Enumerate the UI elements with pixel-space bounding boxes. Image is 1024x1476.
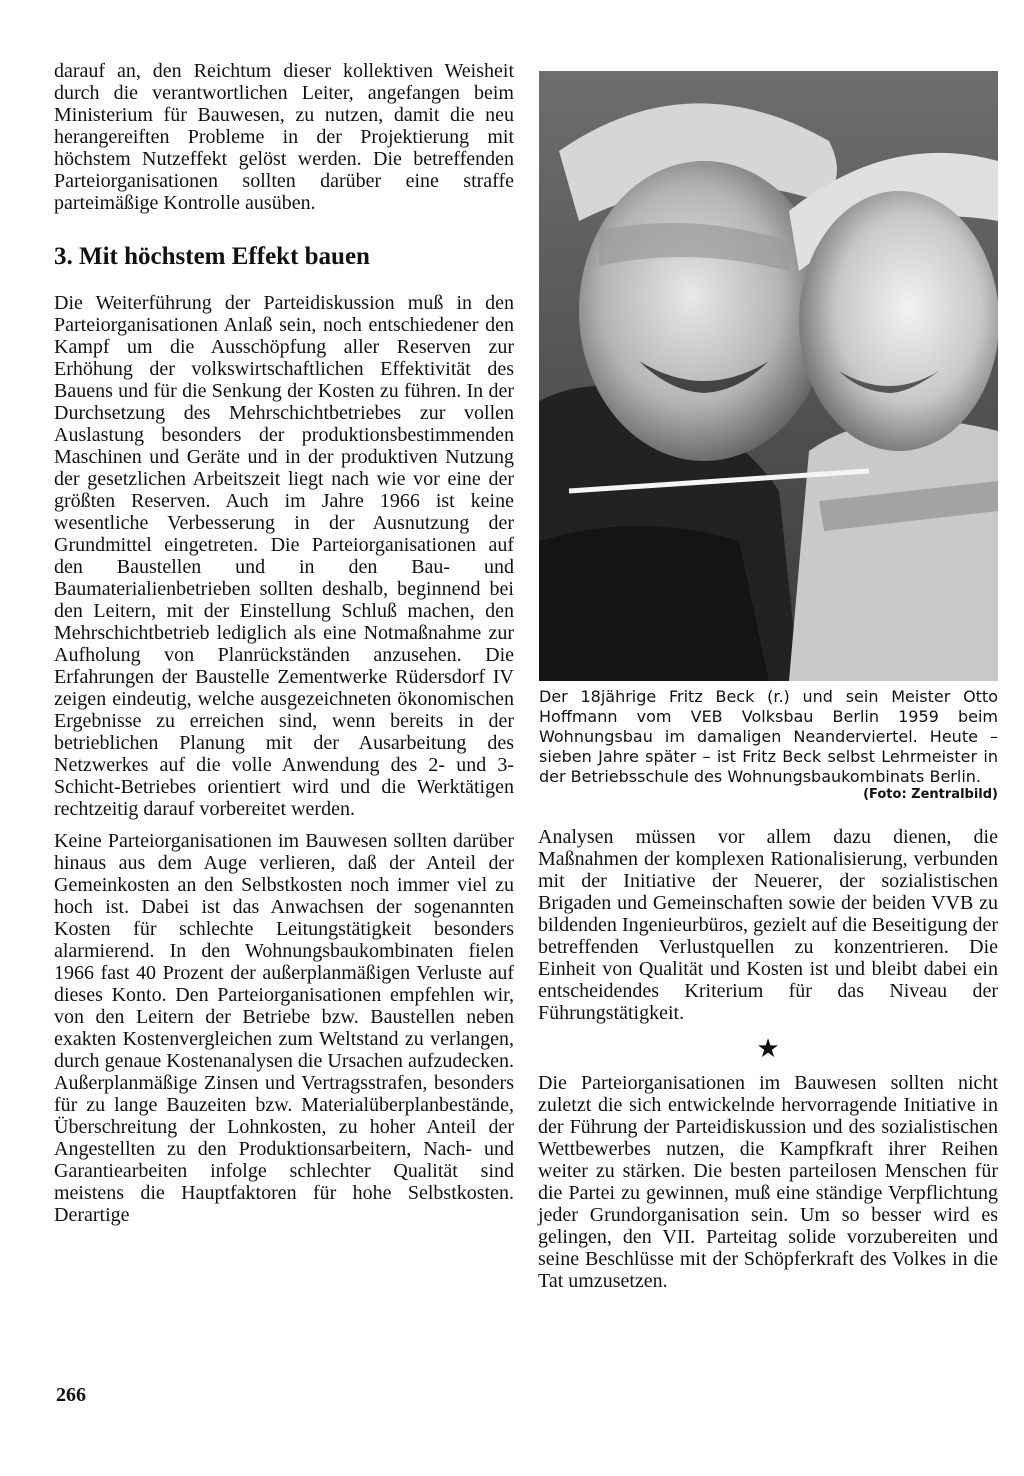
- section-heading: 3. Mit höchstem Effekt bauen: [54, 243, 370, 270]
- photo-caption: [539, 687, 998, 805]
- intro-paragraph: darauf an, den Reichtum dieser kollektiven Weisheit durch die verantwortlichen Leiter, angefangen beim Ministerium für Bauwesen, zu nutzen, damit die neu herangereiften Probleme in der Projektierung mit höchstem Nutzeffekt gelöst werden. Die betreffenden Parteiorganisationen sollten darüber eine straffe parteimäßige Kontrolle ausüben.: [54, 60, 514, 214]
- body-paragraph: Keine Parteiorganisationen im Bauwesen sollten darüber hinaus aus dem Auge verlieren, daß der Anteil der Gemeinkosten an den Selbstkosten noch immer viel zu hoch ist. Dabei ist das Anwachsen der sogenannten Kosten für schlechte Leitungstätigkeit besonders alarmierend. In den Wohnungsbaukombinaten fielen 1966 fast 40 Prozent der außerplanmäßigen Verluste auf dieses Konto. Den Parteiorganisationen empfehlen wir, von den Leitern der Betriebe bzw. Baustellen neben exakten Kostenvergleichen zum Weltstand zu verlangen, durch genaue Kostenanalysen die Ursachen aufzudecken. Außerplanmäßige Zinsen und Vertragsstrafen, besonders für zu lange Bauzeiten bzw. Materialüberplanbestände, Überschreitung der Lohnkosten, zu hoher Anteil der Angestellten zu den Produktionsarbeitern, Nach- und Garantiearbeiten infolge schlechter Qualität sind meistens die Hauptfaktoren für hohe Selbstkosten. Derartige: [54, 830, 514, 1226]
- caption-text: Der 18jährige Fritz Beck (r.) und sein Meister Otto Hoffmann vom VEB Volksbau Berlin 1959 beim Wohnungsbau im damaligen Neanderviertel. Heute – sieben Jahre später – ist Fritz Beck selbst Lehrmeister in der Betriebsschule des Wohnungsbaukombinats Berlin.: [539, 687, 998, 786]
- right-column: [538, 826, 998, 1302]
- photo-illustration: [539, 71, 998, 681]
- body-paragraph: Die Weiterführung der Parteidiskussion muß in den Parteiorganisationen Anlaß sein, noch entschiedener den Kampf um die Ausschöpfung aller Reserven zur Erhöhung der volkswirtschaftlichen Effektivität des Bauens und für die Senkung der Kosten zu führen. In der Durchsetzung des Mehrschichtbetriebes zur vollen Auslastung besonders der produktionsbestimmenden Maschinen und Geräte und in der produktiven Nutzung der gesetzlichen Arbeitszeit liegt nach wie vor eine der größten Reserven. Auch im Jahre 1966 ist keine wesentliche Verbesserung in der Ausnutzung der Grundmittel eingetreten. Die Parteiorganisationen auf den Baustellen und in den Bau- und Baumaterialienbetrieben sollten deshalb, beginnend bei den Leitern, mit der Einstellung Schluß machen, den Mehrschichtbetrieb lediglich als eine Notmaßnahme zur Aufholung von Planrückständen anzusehen. Die Erfahrungen der Baustelle Zementwerke Rüdersdorf IV zeigen eindeutig, welche ausgezeichneten ökonomischen Ergebnisse zu erreichen sind, wenn bereits in der betrieblichen Planung mit der Ausarbeitung des Netzwerkes auf die volle Anwendung des 2- und 3-Schicht-Betriebes orientiert wird und die Werktätigen rechtzeitig darauf vorbereitet werden.: [54, 292, 514, 820]
- photo-two-workers: [539, 71, 998, 681]
- left-column: [54, 60, 514, 1236]
- star-separator-icon: ★: [756, 1034, 780, 1063]
- page-number: 266: [56, 1384, 86, 1406]
- body-paragraph: Die Parteiorganisationen im Bauwesen sollten nicht zuletzt die sich entwickelnde hervorragende Initiative in der Führung der Parteidiskussion und des sozialistischen Wettbewerbes nutzen, die Kampfkraft ihrer Reihen weiter zu stärken. Die besten parteilosen Menschen für die Partei zu gewinnen, muß eine ständige Verpflichtung jeder Grundorganisation sein. Um so besser wird es gelingen, den VII. Parteitag solide vorzubereiten und seine Beschlüsse mit der Schöpferkraft des Volkes in die Tat umzusetzen.: [538, 1072, 998, 1292]
- body-paragraph: Analysen müssen vor allem dazu dienen, die Maßnahmen der komplexen Rationalisierung, verbunden mit der Initiative der Neuerer, der sozialistischen Brigaden und Gemeinschaften sowie der beiden VVB zu bildenden Ingenieurbüros, gezielt auf die Beseitigung der betreffenden Verlustquellen zu konzentrieren. Die Einheit von Qualität und Kosten ist und bleibt dabei ein entscheidendes Kriterium für das Niveau der Führungstätigkeit.: [538, 826, 998, 1024]
- photo-credit: (Foto: Zentralbild): [863, 787, 998, 802]
